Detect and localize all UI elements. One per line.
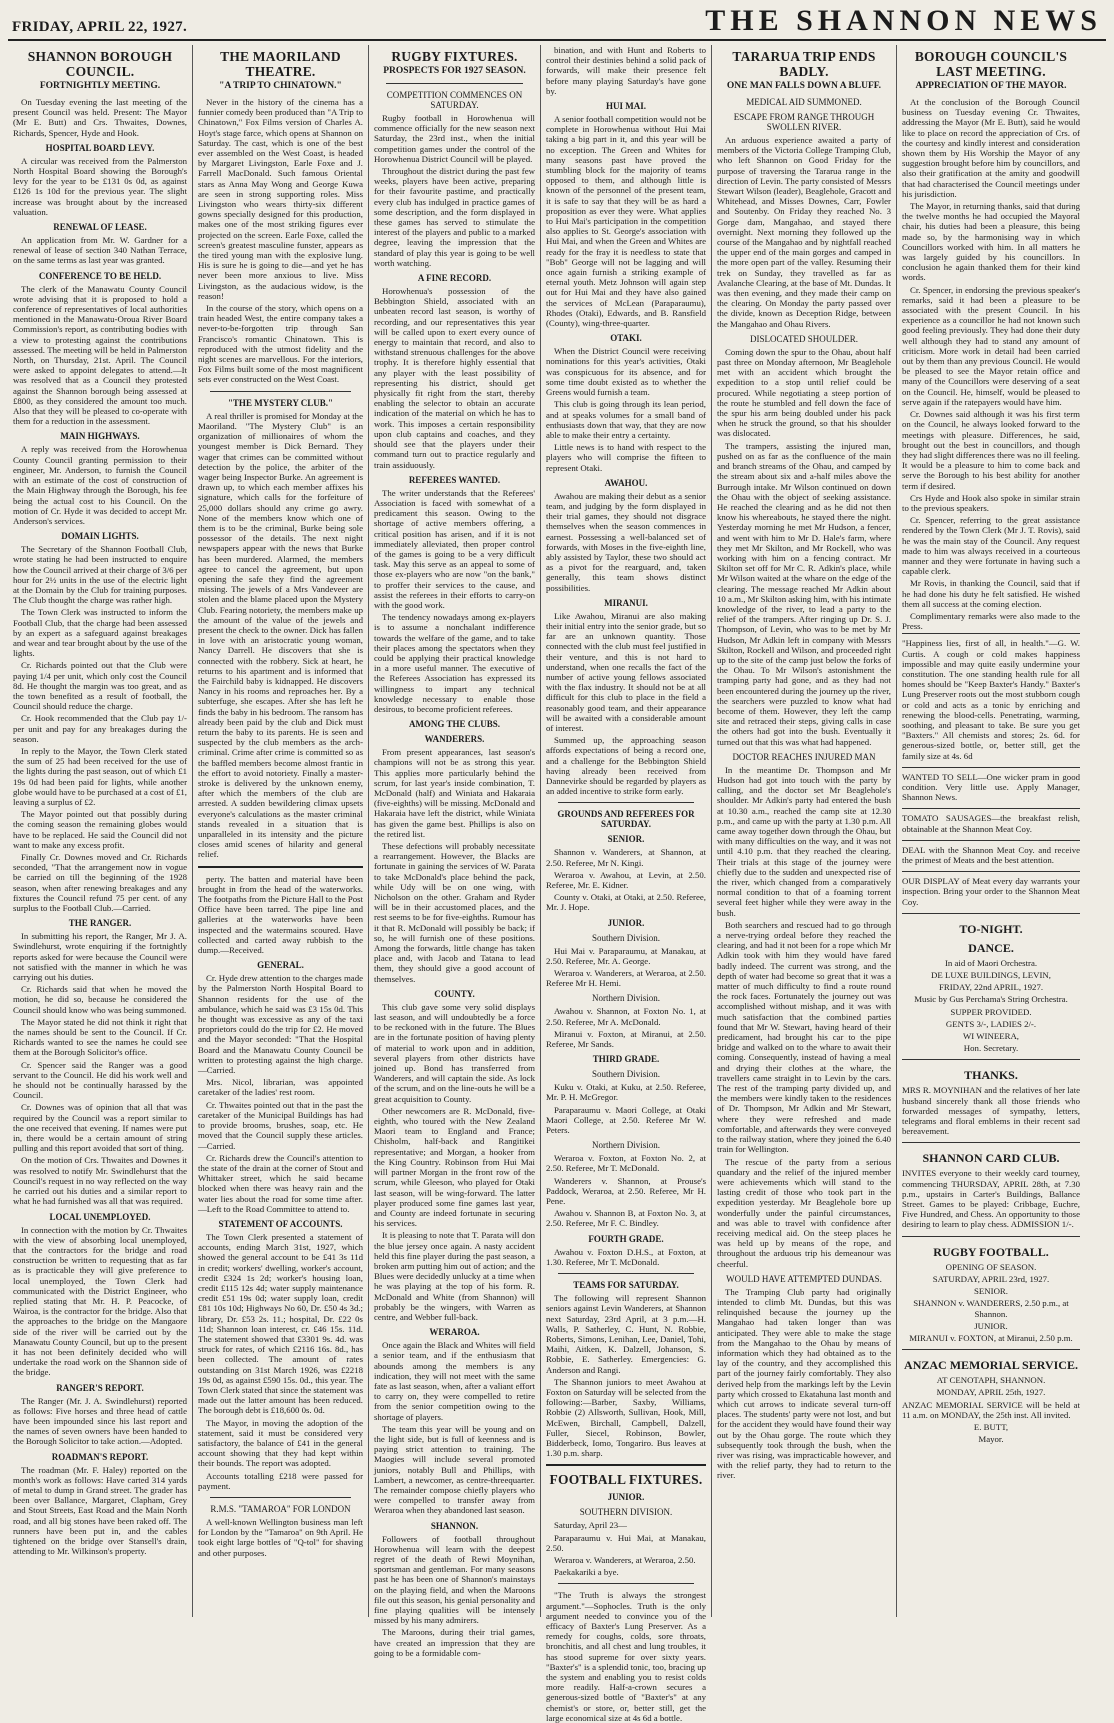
paragraph: A reply was received from the Horowhenua County Council granting permission to their engineer, Mr. Anderson, to furnish the Council with an estimate of the cost of construction of the Main Highway through the Borough, his fee being the actual cost to his Council. On the motion of Cr. Hyde it was decided to accept Mr. Anderson's services. [13,444,187,526]
paragraph: The Mayor, in moving the adoption of the statement, said it must be considered very satisfactory, the balance of £41 in the general account showing that they had kept within their bounds. The report was adopted. [198,1417,363,1469]
paragraph: A real thriller is promised for Monday at the Maoriland. "The Mystery Club" is an organization of millionaires of whom the youngest member is Dick Bernard. They wager that crimes can be committed without detection by the police, the arbiter of the wager being Inspector Burke. An agreement is drawn up, to which each member affixes his signature, which calls for the forfeiture of 25,000 dollars should any crime go awry. None of the members know which one of them is to be the criminal, Burke being sole possessor of the details. The next night newspapers appear with the news that Burke has been murdered. Alarmed, the members agree to cancel the agreement, but upon opening the safe they find the agreement missing. The jewels of a Mrs Vandeveer are stolen and the blame placed upon the Mystery Club. Fearing notoriety, the members make up the amount of the value of the jewels and present the check to the owner. Dick has fallen in love with an aristocratic young woman, Nancy Darrell. He discovers that she is connected with the robbery. Sick at heart, he returns to his apartment and is informed that the Fairchild baby is kidnapped. He discovers Nancy in his rooms and reproaches her. By a subterfuge, she escapes. After she has left he finds the baby in his bedroom. The ransom has already been paid by the club and Dick must return the baby to its parents. He is seen and suspected by the club members as the arch-criminal. Crime after crime is committed so as the baffled members become almost frantic in the effort to avoid notoriety. Finally a master-stroke is delivered by the unknown enemy, after which the members of the club are arrested. A sudden bewildering climax upsets everyone's calculations as the master criminal stands revealed in a situation that is unparalleled in its intensity and the picture closes amid scenes of hilarity and general relief. [198,410,363,860]
section-heading: CONFERENCE TO BE HELD. [38,270,162,281]
section-heading: OTAKI. [610,333,642,344]
section-heading: DOMAIN LIGHTS. [61,531,139,542]
column-council-last-meeting [897,45,1085,1617]
paragraph: Like Awahou, Miranui are also making their initial entry into the senior grade, but so far are an unknown quantity. Those connected with the club must feel justified in their venture, and this is not hard to understand, when one recalls the fact of the number of active young fellows associated with the flax industry. It should not be at all difficult for this club to place in the field a reasonably good team, and their appearance will be awaited with a considerable amount of interest. [546,610,706,733]
section-heading: Southern Division. [591,1069,660,1080]
paragraph: Cr. Hook recommended that the Club pay 1/- per unit and pay for any breakages during the season. [13,713,187,744]
article-title: TARARUA TRIP ENDS BADLY. [732,49,876,79]
section-heading: HOSPITAL BOARD LEVY. [45,142,155,153]
article-subtitle: FORTNIGHTLY MEETING. [39,81,161,91]
section-heading: Northern Division. [592,993,660,1004]
newspaper-title: THE SHANNON NEWS [705,4,1102,37]
paragraph: It is pleasing to note that T. Parata will don the blue jersey once again. A nasty accident held this fine player during the past season, a broken arm putting him out of action; and the Blues were decidedly unlucky at a time when he was playing at the top of his form. R. McDonald and White (from Shannon) will probably be the wingers, with Warren as centre, and Webber full-back. [374,1230,535,1322]
divider [558,802,694,803]
fixture: Hui Mai v. Paraparaumu, at Manakau, at 2.50. Referee, Mr. A. George. [546,945,706,966]
fixture: Paraparaumu v. Maori College, at Otaki Maori College, at 2.50. Referee Mr W. Peters. [546,1104,706,1136]
divider [386,83,523,84]
paragraph: Accounts totalling £218 were passed for payment. [198,1470,363,1491]
fixture: Weraroa v. Wanderers, at Weraroa, at 2.50. Referee Mr H. Hemi. [546,968,706,989]
section-heading: RANGER'S REPORT. [56,1382,144,1393]
column-rugby-fixtures [369,45,541,1658]
article-title: RUGBY FIXTURES. [391,49,518,64]
section-heading: R.M.S. "TAMAROA" FOR LONDON [210,1504,351,1514]
paragraph: Cr. Downes was of opinion that all that was required by the Council was a report similar to the one received that evening. If names were put in, there would be a certain amount of string pulling and this report avoided that sort of thing. [13,1102,187,1154]
article-title: BOROUGH COUNCIL'S LAST MEETING. [914,49,1068,79]
paragraph: Cr. Downes said although it was his first term on the Council, he always looked forward to the meetings with pleasure. Differences, he said, brought out the best in councillors, and though they had slight differences there was no ill feeling. It would be a pleasure to him to come back and serve the Borough to his best ability for another term if desired. [902,409,1080,491]
column-tararua-trip [712,45,897,1617]
paragraph: bination, and with Hunt and Roberts to control their destinies behind a solid pack of forwards, will make their presence felt before many playing Saturday's have gone by. [546,45,706,96]
paragraph: The clerk of the Manawatu County Council wrote advising that it is proposed to hold a conference of representatives of local authorities mentioned in the Manawatu-Oroua River Board Commission's report, as contributing bodies with a view to protesting against the contributions assessed. The meeting will be held in Palmerston North, on Thursday, 21st. April. The Council were asked to appoint delegates to attend.—It was resolved that as a Council they protested against the Shannon borough being assessed at £800, as they considered the amount too much. Also that they will be pleased to co-operate with them for a reduction in the assessment. [13,283,187,427]
advertisement [902,633,1080,766]
column-maoriland-theatre [193,45,369,1617]
fixture: Awahou v. Foxton D.H.S., at Foxton, at 1.30. Referee, Mr T. McDonald. [546,1246,706,1267]
fixture: County v. Otaki, at Otaki, at 2.50. Referee, Mr. J. Hope. [546,892,706,913]
paragraph: A well-known Wellington business man left for London by the "Tamaroa" on 9th April. He took eight large bottles of "Q-tol" for shaving and other purposes. [198,1517,363,1558]
advertisement [902,871,1080,913]
paragraph: In connection with the motion by Cr. Thwaites with the view of absorbing local unemployed, that the contractors for the bridge and road construction be written to requesting that as far as is practicable they will give preference to local unemployed, the Town Clerk had communicated with the District Engineer, who replied stating that Mr. H. P. Peacocke, of Wairoa, is the contractor for the bridge. Also that the approaches to the bridge on the Mangaore side of the river will be carried out by the Manawatu County Council, but up to the present it has not been definitely decided who will undertake the road work on the Shannon side of the bridge. [13,1224,187,1378]
paragraph: Cr. Hyde drew attention to the charges made by the Palmerston North Hospital Board to Shannon residents for the use of the ambulance, which he said was £3 15s 0d. This he thought was excessive as any of the taxi proprietors could do the trip for £2. He moved and the Mayor seconded: "That the Hospital Board and the Manawatu County Council be written to protesting against the high charge.—Carried. [198,973,363,1076]
paragraph: In the meantime Dr. Thompson and Mr Hudson had got into touch with the party by calling, and the doctor set Mr Beaglehole's shoulder. Mr Adkin's party had entered the bush at 10.30 a.m., reached the camp site at 12.30 p.m., and came up with the party at 1.30 p.m. All came away together down through the Ohau, but with many difficulties on the way, and it was not until 4.10 p.m. that they reached the clearing. Their trials at this stage of the journey were chiefly due to the sudden and unexpected rise of the river, which changed from a comparatively normal condition to that of a foaming torrent several feet higher while they were away in the bush. [717,764,891,918]
paragraph: An arduous experience awaited a party of members of the Victoria College Tramping Club, who left Shannon on Good Friday for the purpose of traversing the Tararua range in the direction of Levin. The party consisted of Messrs Stewart Wilson (leader), Beaglehole, Gracott and Whitehead, and Misses Downes, Carr, Fowler and Soutenby. On Friday they reached No. 3 Gorge dam, Mangahao, and stayed there overnight. Next morning they followed up the course of the Mangahao and by nightfall reached the upper end of the main gorges and camped in the more open part of the valley. Resuming their trek on Sunday, they travelled as far as Avalanche Clearing, at the base of Mt. Dundas. It was then evening, and they made their camp on the clearing. On Monday the party passed over the divide, known as Deception Ridge, between the Mangahao and Ohau Rivers. [717,135,892,329]
rugby-advertisement [902,1236,1080,1349]
section-heading: SHANNON. [430,1520,479,1531]
divider [210,1497,351,1498]
ad-text: ANZAC MEMORIAL SERVICE will be held at 11 a.m. on MONDAY, the 25th inst. All invited. [902,1399,1080,1420]
fixture: Kuku v. Otaki, at Kuku, at 2.50. Referee, Mr. P. H. McGregor. [546,1082,706,1103]
paragraph: The rescue of the party from a serious quandary and the relief of the injured member were achievements which will stand to the lasting credit of those who took part in the expedition yesterday. Mr Beaglehole bore up wonderfully under the painful circumstances, and was able to travel with confidence after receiving medical aid. On the steep places he was held up by means of the rope, and throughout the arduous trip his demeanour was cheerful. [717,1156,891,1269]
ad-text: "Happiness lies, first of all, in health."—G. W. Curtis. A cough or cold makes happiness impossible and may quite easily undermine your constitution. The one standing health rule for all homes should be "Keep Baxter's Handy." Baxter's Lung Preserver roots out the most stubborn cough or cold and acts as a tonic by enriching and renewing the blood-cells. Penetrating, warming, soothing, and pleasant to take. Be sure you get "Baxters." All chemists and stores; 2s. 6d. for generous-sized bottle, or, better still, get the family size at 4s. 6d [902,638,1080,761]
section-heading: AMONG THE CLUBS. [408,719,501,730]
paragraph: Summed up, the approaching season affords expectations of being a record one, and a challenge for the Bebbington Shield having already been received from Dannevirke should be regarded by players as an added incentive to strike form early. [546,735,706,797]
fixture: Saturday, April 23— [554,1520,627,1531]
paragraph: The following will represent Shannon seniors against Levin Wanderers, at Shannon next Saturday, 23rd April, at 3 p.m.—H. Walls, P. Satherley, C. Hunt, N. Robbie, Roberts, Simons, Lenihan, Lee, Daniel, Tohi, Maihi, Aitken, K. Dalzell, Johanson, S. Robbie, E. Satherley. Emergencies: G. Anderson and Rangi. [546,1293,706,1375]
ad-title: SHANNON CARD CLUB. [922,1151,1060,1166]
ad-title: DANCE. [968,940,1014,955]
section-heading: WOULD HAVE ATTEMPTED DUNDAS. [726,1273,882,1284]
section-heading: COMPETITION COMMENCES ON SATURDAY. [386,90,523,110]
paragraph: The Town Clerk presented a statement of accounts, ending March 31st, 1927, which showed the general account to be £41 3s 11d in credit; workers' dwelling, worker's account, credit £324 1s 2d; worker's housing loan, credit £115 12s 4d; water supply maintenance credit £51 19s 0d; water supply loan, credit £81 10s 10d; Highways No 60, Dr. £50 4s 3d.; library, Dr. £53 2s. 11.; hospital, Dr. £22 0s 11d; Shannon loan interest, cr. £46 15s. 11d. The statement showed that £3301 9s. 4d. was struck for rates, of which £2116 16s. 8d., has been collected. The amount of rates outstanding on 31st March 1926, was £2218 19s 0d, as against £590 15s. 0d., this year. The Town Clerk stated that since the statement was made out the latter amount has been reduced. The borough debt is £18,600 0s. 0d. [198,1231,363,1416]
section-heading: GROUNDS AND REFEREES FOR SATURDAY. [557,809,695,830]
article-subtitle: ONE MAN FALLS DOWN A BLUFF. [726,81,882,91]
paragraph: The team this year will be young and on the light side, but is full of keenness and is paying strict attention to training. The Maogies will include several promoted juniors, notably Bull and Phillips, with Lambert, a newcomer, as centre-threequarter. The remainder compose chiefly players who were compelled to transfer away from Weraroa when they abandoned last season. [374,1423,535,1516]
section-heading: LOCAL UNEMPLOYED. [49,1211,151,1222]
ad-line: DE LUXE BUILDINGS, LEVIN, [931,970,1051,981]
ad-title: RUGBY FOOTBALL. [933,1244,1049,1259]
paragraph: The tendency nowadays among ex-players is to assume a nonchalant indifference towards the welfare of the game, and to take their places among the spectators when they could be applying their practical knowledge in a more useful manner. The executive of the Referees Association has expressed its willingness to impart any technical knowledge necessary to enable those desirous, to become proficient referees. [374,612,535,714]
section-heading: JUNIOR. [607,1492,645,1503]
section-heading: MEDICAL AID SUMMONED. [746,97,862,107]
paragraph: Cr. Spencer said the Ranger was a good servant to the Council. He did his work well and he should not be continually harassed by the Council. [13,1059,187,1101]
paragraph: From present appearances, last season's champions will not be as strong this year. This applies more particularly behind the scrum, for last year's inside combination, T. McDonald (half) and Winiata and Hakaraia (five-eighths) will be missing. McDonald and Hakaraia have left the district, while Winiata has given the game best. Phillips is also on the retired list. [374,747,535,839]
ad-line: SHANNON v. WANDERERS, 2.50 p.m., at Shannon. [913,1298,1069,1319]
paragraph: Followers of football throughout Horowhenua will learn with the deepest regret of the death of Rewi Moynihan, sportsman and gentleman. For many seasons past he has been one of Shannon's mainstays on the playing field, and when the Maroons file out this season, his genial personality and fine playing qualities will be intensely missed by his many admirers. [374,1533,535,1626]
paragraph: The trampers, assisting the injured man, pushed on as far as the confluence of the main and branch streams of the Ohau, and camped by the stream about six and a-half miles above the Burrough intake. Mr Wilson continued on down the Ohau with the object of seeking assistance. He reached the clearing and as he did not then know his whereabouts, he stayed there the night. Yesterday morning he met Mr Hudson, a fencer, and went with him to Mr D. Hale's farm, where they met Mr Skilton, and Mr Rockell, who was working with him on a fencing contract. Mr Skilton set off for Mr C. R. Adkin's place, while Mr Wilson waited at the whare on the edge of the clearing. The message reached Mr Adkin about 10 a.m., Mr Skilton asking him, with his intimate knowledge of the river, to lead a party to the relief of the trampers. After ringing up Dr. S. J. Thompson, of Levin, who was to be met by Mr Hudson, Mr Adkin left in company with Messrs Skilton, Rockell and Wilson, and proceeded right up to the site of the camp just below the forks of the Ohau. To Mr Wilson's astonishment the tramping party had gone, and as they had not been encountered during the journey up the river, the searchers were puzzled to know what had become of them. However, they left the camp site and retraced their steps, giving calls in case the others had got into the bush. Eventually it turned out that this was what had happened. [717,440,891,747]
advertisement [902,840,1080,871]
column-rugby-continued [541,45,712,1723]
paragraph: Complimentary remarks were also made to the Press. [902,610,1080,632]
newspaper-page [8,4,1106,1723]
ad-text: DEAL with the Shannon Meat Coy. and receive the primest of Meats and the best attention. [902,844,1080,866]
paragraph: Coming down the spur to the Ohau, about half past three on Monday afternoon, Mr Beaglehole met with an accident which brought the expedition to a stop until relief could be procured. While negotiating a steep portion of the route he stumbled and fell down the face of the spur his arm being doubled under his pack when he struck the ground, so that his shoulder was dislocated. [717,346,891,439]
thanks-notice [902,1059,1080,1142]
paragraph: This club is going through its lean period, and at speaks volumes for a small band of enthusiasts down that way, that they are now able to make their entry a certainty. [546,399,706,440]
ad-line: GENTS 3/-, LADIES 2/-. [945,1018,1037,1029]
paragraph: On the motion of Crs. Thwaites and Downes it was resolved to notify Mr. Swindlehurst that the Council's request in no way reflected on the way he carried out his duties and a similar report to what he had furnished was all that was required. [13,1155,187,1207]
section-heading: RENEWAL OF LEASE. [53,222,147,233]
section-heading: THIRD GRADE. [592,1054,660,1065]
paragraph: Once again the Black and Whites will field a senior team, and if the enthusiasm that abounds among the members is any indication, they will not meet with the same fate as last season, when, after a valiant effort to carry on, they were compelled to retire from the senior competition owing to the shortage of players. [374,1340,535,1422]
paragraph: The Mayor pointed out that possibly during the coming season the remaining globes would have to be replaced. He said the Council did not want to make any excess profit. [13,809,187,850]
fixture: Weraroa v. Wanderers, at Weraroa, 2.50. [554,1554,696,1565]
article-subtitle: PROSPECTS FOR 1927 SEASON. [383,66,526,76]
paragraph: Mr Rovis, in thanking the Council, said that if he had done his duty he felt satisfied. He wished them all success at the coming election. [902,578,1080,609]
paragraph: These defections will probably necessitate a rearrangement. However, the Blacks are fortunate in gaining the services of W. Parata to take McDonald's place behind the pack, while Udy will be on one wing, with Nicholson on the other. Graham and Ryder will be in their accustomed places, and the rest seems to be for five-eighths. Rumour has it that R. McDonald will possibly be back; if so, he will furnish one of these positions. Among the forwards, little change has taken place and, with Jacob and Tatana to lead them, they should give a good account of themselves. [374,841,535,984]
paragraph: Cr. Richards drew the Council's attention to the state of the drain at the corner of Stout and Whittaker street, which he said became blocked when there was heavy rain and the water lies about the road for some time after.—Left to the Road Committee to attend to. [198,1152,363,1214]
divider [558,1583,694,1584]
paragraph: In submitting his report, the Ranger, Mr J. A. Swindlehurst, wrote enquiring if the fortnightly reports asked for were because the Council were not satisfied with the manner in which he was carrying out his duties. [13,931,187,983]
paragraph: A circular was received from the Palmerston North Hospital Board showing the Borough's levy for the year to be £131 0s 0d, as against £126 1s 10d for the previous year. The slight increase was brought about by the increased valuation. [13,155,187,217]
card-club-advertisement [902,1142,1080,1235]
ad-text: OUR DISPLAY of Meat every day warrants your inspection. Bring your order to the Shannon Meat Coy. [902,876,1080,907]
section-heading: WANDERERS. [424,734,485,745]
section-heading: THE RANGER. [68,918,132,929]
ad-title: ANZAC MEMORIAL SERVICE. [904,1358,1078,1373]
section-heading: FOURTH GRADE. [588,1233,664,1244]
section-heading: DOCTOR REACHES INJURED MAN [732,751,876,762]
paragraph: Horowhenua's possession of the Bebbington Shield, associated with an unbeaten record last season, is worthy of recording, and our representatives this year will be called upon to exert every ounce of energy to maintain that record, and also to withstand strenuous challenges for the above trophy. It is therefore highly essential that any player with the least possibility of representing his district, should get physically fit right from the start, thereby enabling the selector to obtain an accurate indication of the material on which he has to work. This imposes a certain responsibility upon club captains and coaches, and they should see that the players under their command turn out to practice regularly and train assiduously. [374,286,535,470]
ad-title: THANKS. [964,1068,1018,1083]
ad-line: SATURDAY, APRIL 23rd, 1927. [932,1273,1050,1284]
paragraph: perty. The batten and material have been brought in from the head of the waterworks. The footpaths from the Picture Hall to the Post Office have been tarred. The pipe line and galleries at the waterworks have been inspected and the watermains scoured. Have collected and carted away rubbish to the dump.—Received. [198,873,363,956]
issue-date: FRIDAY, APRIL 22, 1927. [12,19,187,35]
section-heading: SENIOR. [607,834,645,845]
section-heading: STATEMENT OF ACCOUNTS. [218,1218,343,1229]
columns [8,45,1106,1723]
section-heading: MAIN HIGHWAYS. [60,431,140,442]
ad-line: E. BUTT, [973,1421,1009,1432]
section-heading: "THE MYSTERY CLUB." [227,397,334,408]
divider [558,1273,694,1274]
ad-line: FRIDAY, 22nd APRIL, 1927. [938,982,1044,993]
section-heading: DISLOCATED SHOULDER. [750,333,858,344]
ad-line: OPENING OF SEASON. [945,1261,1037,1272]
ad-line: MIRANUI v. FOXTON, at Miranui, 2.50 p.m. [909,1332,1073,1343]
paragraph: Throughout the district during the past few weeks, players have been active, preparing for their favourite pastime, and practically every club has indulged in practice games of some description, and the form displayed in these games has served to stimulate the interest of the players and public to a marked degree, leaving the impression that the standard of play this year is going to be well worth watching. [374,166,535,268]
divider [198,866,363,868]
fixture: Awahou v. Shannon, at Foxton No. 1, at 2.50. Referee, Mr A. McDonald. [546,1006,706,1027]
ad-text: TOMATO SAUSAGES—the breakfast relish, obtainable at the Shannon Meat Coy. [902,813,1080,834]
fixture: Weraroa v. Awahou, at Levin, at 2.50. Referee, Mr. E. Kidner. [546,869,706,891]
ad-line: JUNIOR. [974,1320,1008,1331]
paragraph: The Secretary of the Shannon Football Club, wrote stating he had been instructed to enquire how the Council arrived at their charge of 3/6 per hour for 2½ units in the use of the electric light at the Domain by the Club for training purposes. The Club thought the charge was rather high. [13,544,188,606]
section-heading: MIRANUI. [604,597,648,608]
section-heading: TEAMS FOR SATURDAY. [573,1280,679,1291]
paragraph: Cr. Spencer, in endorsing the previous speaker's remarks, said it had been a pleasure to be associated with the present Council. In his experience as a councillor he had not known such good feeling previously. They had done their duty well although they had to stand any amount of criticism. More work in detail had been carried out by them than any previous Council. He would be pleased to see the Mayor retain office and many of the Councillors were deserving of a seat on the Council. He, himself, would be pleased to serve again if the ratepayers would have him. [902,284,1080,407]
section-heading: ESCAPE FROM RANGE THROUGH SWOLLEN RIVER. [733,112,875,132]
section-heading: JUNIOR. [607,917,645,928]
section-heading: ROADMAN'S REPORT. [51,1451,149,1462]
fixture: Miranui v. Foxton, at Miranui, at 2.50. Referee, Mr Sands. [546,1028,706,1050]
paragraph: When the District Council were receiving nominations for this year's activities, Otaki was conspicuous for its absence, and for some time doubt existed as to whether the Greens would furnish a team. [546,346,706,398]
paragraph: On Tuesday evening the last meeting of the present Council was held. Present: The Mayor (Mr E. Butt) and Crs. Thwaites, Downes, Richards, Spencer, Hyde and Hook. [13,97,187,138]
ad-line: WI WINEERA, [962,1031,1020,1042]
section-heading: GENERAL. [257,960,304,971]
paragraph: Cr. Richards pointed out that the Club were paying 1/4 per unit, which only cost the Council 8d. He thought the margin was too great, and as the town benefited as a result of football, the Council should reduce the charge. [13,660,187,712]
masthead [8,6,1106,41]
ad-title: TO-NIGHT. [959,921,1023,936]
section-heading: COUNTY. [434,988,475,999]
paragraph: Little news is to hand with respect to the players who will comprise the fifteen to represent Otaki. [546,442,706,473]
article-subtitle: APPRECIATION OF THE MAYOR. [915,81,1067,91]
paragraph: Other newcomers are R. McDonald, five-eighth, who toured with the New Zealand Maori team to England and France; Chisholm, half-back and Rangitikei representative; and Morgan, a hooker from the King Country. Robinson from Hui Mai will partner Morgan in the front row of the scrum, while Gleeson, who played for Otaki last season, will be wing-forward. The latter player produced some fine games last year, and County are indeed fortunate in securing his services. [374,1105,535,1229]
article-title: SHANNON BOROUGH COUNCIL. [27,49,173,79]
paragraph: Mrs. Nicol, librarian, was appointed caretaker of the ladies' rest room. [198,1077,363,1098]
paragraph: Never in the history of the cinema has a funnier comedy been produced than "A Trip to Chinatown," Fox Films version of Charles A. Hoyt's stage farce, which opens at Shannon on Saturday. The cast, which is one of the best ever assembled on the West Coast, is headed by Margaret Livingston, Earle Foxe and J. Farrell MacDonald. Such famous Oriental stars as Anna May Wong and George Kuwa are seen in strong supporting roles. Miss Livingston who wears thirty-six different gowns specially designed for this production, makes one of the most striking figures ever projected on the screen. Earle Foxe, called the screen's greatest masculine funster, appears as the tired young man with the explosive lung. His is sure he is going to die—and yet he has never been more anxious to live. Miss Livingston, as the audacious widow, is the reason! [198,97,363,301]
fixture: Weraroa v. Foxton, at Foxton No. 2, at 2.50. Referee, Mr T. McDonald. [546,1153,706,1174]
ad-text: WANTED TO SELL—One wicker pram in good condition. Very little use. Apply Manager, Shannon News. [902,771,1080,803]
paragraph: Cr. Spencer, referring to the great assistance rendered by the Town Clerk (Mr J. T. Rovis), said he was the main stay of the Council. Any request made to him was always received in a courteous manner and they were fortunate in having such a capable clerk. [902,515,1080,577]
paragraph: An application from Mr. W. Gardner for a renewal of lease of section 340 Nathan Terrace, on the same terms as last year was granted. [13,235,187,266]
section-heading: REFEREES WANTED. [408,474,501,485]
section-heading: A FINE RECORD. [417,273,492,284]
divider [546,1464,706,1466]
paragraph: The Mayor stated he did not think it right that the names should be sent to the Council. If Cr. Richards wanted to see the names he could see them at the Borough Solicitor's office. [13,1016,187,1058]
ad-text: INVITES everyone to their weekly card tourney, commencing THURSDAY, APRIL 28th, at 7.30 p.m., upstairs in Carter's Buildings, Ballance Street. Games to be played: Cribbage, Euchre, Five Hundred, and Chess. An opportunity to those desiring to learn to play chess. ADMISSION 1/-. [902,1168,1080,1230]
paragraph: The Shannon juniors to meet Awahou at Foxton on Saturday will be selected from the following:—Barber, Saxby, Williams, Robbie (2) Allsworth, Sullivan, Hook, Mill, McEwen, Birchall, Campbell, Dalzell, Fuller, Siecel, Robinson, Bowler, Bidderbeck, Iomo, Tongariro. Bus leaves at 1.30 p.m. sharp. [546,1376,706,1459]
paragraph: The Ranger (Mr. J. A. Swindlehurst) reported as follows: Five horses and three head of cattle have been impounded since his last report and the names of seven owners have been handed to the Borough Solicitor to take action.—Adopted. [13,1395,187,1447]
fixture: Paekakariki a bye. [554,1567,619,1578]
paragraph: Crs Hyde and Hook also spoke in similar strain to the previous speakers. [902,492,1080,513]
section-heading: Northern Division. [592,1140,660,1151]
paragraph: Cr. Richards said that when he moved the motion, he did so, because he considered the Council should know who was being summoned. [13,984,187,1015]
fixture: Paraparaumu v. Hui Mai, at Manakau, 2.50. [546,1532,706,1553]
divider [210,391,351,392]
paragraph: At the conclusion of the Borough Council business on Tuesday evening Cr. Thwaites, addressing the Mayor (Mr E. Butt), said he would like to place on record the appreciation of Crs. of the courtesy and kindly interest and consideration shown them by His Worship the Mayor of any suggestion brought before him by councillors, and also their gratification at the amity and goodwill that had characterised the Council meetings under his jurisdiction. [902,97,1080,199]
paragraph: A senior football competition would not be complete in Horowhenua without Hui Mai taking a big part in it, and this year will be no exception. The Green and Whites for many seasons past have proved the stumbling block for the majority of teams opposed to them, and although little is known of the personnel of the present team, it is safe to say that they will be as hard a proposition as ever they were. What applies to Hui Mai's participation in the competition also applies to St. George's association with Hui Mai, and when the Green and Whites are ready for the fray it is needless to state that "Bob" George will not be lagging and will once again furnish a striking example of eternal youth. Metz Johnson will again step out for Hui Mai and they have also gained the services of McLean (Paraparaumu), Rhodes (Otaki), Edwards, and B. Ransfield (County), wing-three-quarter. [546,114,706,329]
dance-advertisement [902,913,1080,1060]
ad-line: Mayor. [978,1434,1004,1445]
section-heading: SOUTHERN DIVISION. [579,1507,673,1518]
column-borough-council [8,45,193,1617]
fixture: Shannon v. Wanderers, at Shannon, at 2.50. Referee, Mr N. Kingi. [546,847,706,868]
paragraph: The writer understands that the Referees' Association is faced with somewhat of a predicament this season. Owing to the shortage of active members offering, a critical position has arisen, and if it is not immediately alleviated, then proper control of the games is going to be a very difficult task. May this serve as an appeal to some of those ex-players who are now "on the bank," to proffer their services to the cause, and assist the referees in their efforts to carry-on with the good work. [374,487,535,610]
paragraph: Awahou are making their debut as a senior team, and judging by the form displayed in their trial games, they should not disgrace themselves when the season commences in earnest. Possessing a well-balanced set of forwards, with Moses in the five-eighth line, ably assisted by Taylor, these two should act as a pivot for the rearguard, and, taken generally, this team shows distinct possibilities. [546,490,706,593]
ad-line: SENIOR. [974,1286,1008,1297]
section-heading: Southern Division. [591,932,660,943]
ad-line: MONDAY, APRIL 25th, 1927. [936,1387,1046,1398]
paragraph: Both searchers and rescued had to go through a nerve-trying ordeal before they reached the clearing, and had it not been for a rope which Mr Adkin took with him they would have fared badly indeed. The current was strong, and the depth of water had become so great that it was a matter of much difficulty to find a route round the rock faces. Fortunately the journey out was accomplished without mishap, and it was with much satisfaction that the combined parties found that Mr W. Stewart, having heard of their predicament, had brought his car to the pipe bridge and walked on to the whare to await their coming. Consequently, instead of having a meal and drying their clothes at the whare, the travellers came straight in to Levin by the cars. The rest of the tramping party divided up, and the members were kindly taken to the residences of Dr. Thompson, Mr Adkin and Mr Stewart, where they were refreshed and made comfortable, and afterwards they were conveyed to the railway station, where they joined the 6.40 train for Wellington. [717,919,891,1155]
ad-line: Hon. Secretary. [963,1043,1019,1054]
anzac-notice [902,1349,1080,1450]
paragraph: The Mayor, in returning thanks, said that during the twelve months he had occupied the Mayoral chair, his duties had been a pleasure, this being made so, by the harmonising way in which Councillors worked with him. In all matters he was largely guided by his councillors. In conclusion he again thanked them for their kind words. [902,201,1080,283]
advertisement: "The Truth is always the strongest argument."—Sophocles. Truth is the only argument needed to convince you of the efficacy of Baxter's Lung Preserver. As a remedy for coughs, colds, sore throats, bronchitis, and all chest and lung troubles, it has stood supreme for over sixty years. "Baxter's" is a splendid tonic, too, bracing up the system and enabling you to resist colds more readily. Half-a-crown secures a generous-sized bottle of "Baxter's" at any chemist's or store, or, better still, get the large economical size at 4s 6d a bottle. [546,1590,706,1723]
paragraph: Rugby football in Horowhenua will commence officially for the new season next Saturday, the 23rd inst., when the initial competition games under the control of the Horowhenua District Council will be played. [374,113,535,164]
paragraph: The Town Clerk was instructed to inform the Football Club, that the charge had been assessed by an expert as a safeguard against breakages and wear and tear brought about by the use of the lights. [13,607,187,659]
ad-line: Music by Gus Perchama's String Orchestra. [914,994,1068,1005]
ad-line: AT CENOTAPH, SHANNON. [936,1375,1046,1386]
paragraph: Cr. Thwaites pointed out that in the past the caretaker of the Municipal Buildings has had to provide brooms, brushes, soap, etc. He moved that the Council supply these articles.—Carried. [198,1099,363,1151]
advertisement [902,808,1080,839]
paragraph: The Maroons, during their trial games, have created an impression that they are going to be a formidable com- [374,1627,535,1658]
ad-line: In aid of Maori Orchestra. [944,957,1038,968]
paragraph: The Tramping Club party had originally intended to climb Mt. Dundas, but this was relinquished because the journey up the Mangahao had taken longer than was anticipated. They were able to make the stage from the Mangahao to the Ohau by means of information which they had obtained as to the lay of the country, and they accomplished this part of the journey fairly comfortably. They also derived help from the markings left by the Levin party which crossed to Ekatahuna last month and which cut arrows to indicate several turn-off places. The students' party were not lost, and but for the accident they would have found their way out by the Ohau gorge. The route which they subsequently took through the bush, when the river was rising, was impracticable however, and with the relief party, they had to return to the river. [717,1286,891,1481]
ad-line: SUPPER PROVIDED. [950,1006,1032,1017]
paragraph: The roadman (Mr. F. Haley) reported on the month's work as follows: Have carted 314 yards of metal to dump in Grand street. The grader has been over Ballance, Margaret, Clapham, Grey and Stout Streets, East Road and the Main North road, and all big stones have been raked off. The runners have been put in, and the cables tightened on the bridge over Stansell's drain, attending to Mr. Wilkinson's property. [13,1464,187,1557]
article-title: THE MAORILAND THEATRE. [220,49,341,79]
advertisement [902,767,1080,809]
fixture: Awahou v. Shannon B, at Foxton No. 3, at 2.50. Referee, Mr F. C. Bindley. [546,1208,706,1229]
ad-text: MRS R. MOYNIHAN and the relatives of her late husband sincerely thank all those friends who forwarded messages of sympathy, letters, telegrams and floral emblems in their recent sad bereavement. [902,1085,1080,1137]
article-subtitle: "A TRIP TO CHINATOWN." [219,81,342,91]
section-heading: AWAHOU. [604,477,648,488]
article-title: FOOTBALL FIXTURES. [549,1472,703,1488]
paragraph: In the course of the story, which opens on a train headed West, the entire company takes a never-to-be-forgotten trip through San Francisco's romantic Chinatown. This is reproduced with the utmost fidelity and the night scenes are marvellous. For the interiors, Fox Films built some of the most magnificent sets ever constructed on the West Coast. [198,303,363,385]
paragraph: Finally Cr. Downes moved and Cr. Richards seconded, "That the arrangement now in vogue be carried on till the beginning of the 1928 season, when after renewing breakages and any fixtures the Council refund 75 per cent. of any surplus to the Football Club.—Carried. [13,852,187,914]
fixture: Wanderers v. Shannon, at Prouse's Paddock, Weraroa, at 2.50. Referee, Mr H. Pene. [546,1175,706,1207]
section-heading: WERAROA. [429,1327,480,1338]
section-heading: HUI MAI. [606,101,646,112]
paragraph: In reply to the Mayor, the Town Clerk stated the sum of 25 had been received for the use of the lights during the past season, out of which £1 19s 0d had been paid for lights, while another globe would have to be purchased at a cost of £1, leaving a surplus of £2. [13,745,187,807]
paragraph: This club gave some very solid displays last season, and will undoubtedly be a force to be reckoned with in the future. The Blues are in the fortunate position of having plenty of material to work upon and in addition, several players from other districts have joined up. Bond has transferred from Wanderers, and will captain the side. As lock of the scrum, and on the line-outs he will be a great acquisition to County. [374,1001,535,1104]
